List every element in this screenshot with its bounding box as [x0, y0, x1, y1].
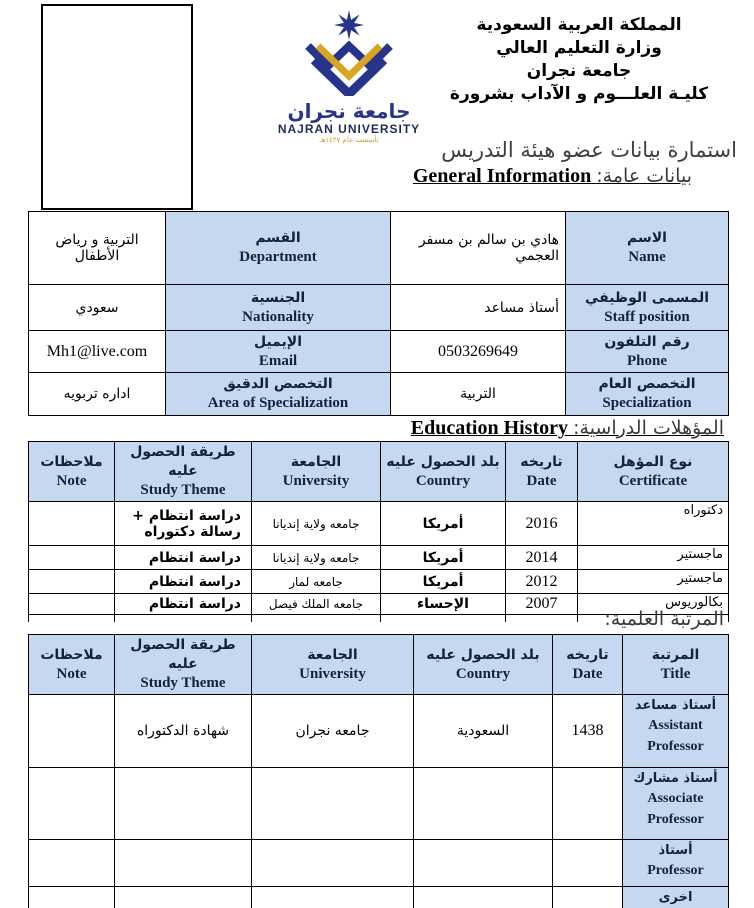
header-cell-note	[29, 635, 115, 695]
header-cell-certificate	[578, 442, 729, 502]
header-label-ar: المسمى الوظيفي	[584, 289, 710, 306]
cell-country: الإحساء	[381, 594, 506, 615]
header-cell-title	[623, 635, 729, 695]
cell-university: جامعه الملك فيصل	[252, 594, 381, 615]
general-info-heading-ar: بيانات عامة:	[596, 165, 692, 187]
header-label-en: Study Theme	[140, 482, 226, 498]
header-cell-area-of-specialization	[166, 373, 391, 416]
photo-placeholder-box	[41, 4, 193, 210]
value-staff-position: أستاذ مساعد	[391, 285, 566, 331]
academic-rank-heading	[604, 608, 724, 630]
cell-study-theme	[115, 768, 252, 840]
cell-country: أمريكا	[381, 570, 506, 594]
cell-note	[29, 695, 115, 768]
value-department: التربية و رياض الأطفال	[29, 212, 166, 285]
header-cell-study-theme	[115, 442, 252, 502]
header-label-en: Nationality	[242, 308, 314, 325]
header-label-en: Area of Specialization	[207, 395, 349, 411]
header-label-ar: رقم التلفون	[604, 333, 690, 350]
cell-date: 2016	[506, 502, 578, 546]
header-label-ar: نوع المؤهل	[613, 453, 693, 470]
header-label-ar: الجنسية	[250, 289, 306, 306]
cell-university: جامعه نجران	[252, 695, 414, 768]
header-label-ar: بلد الحصول عليه	[426, 646, 540, 663]
header-label-ar: الإيميل	[253, 333, 303, 350]
header-cell-staff-position	[566, 285, 729, 331]
header-label-en: Staff position	[604, 308, 690, 325]
cell-note	[29, 502, 115, 546]
header-cell-country	[381, 442, 506, 502]
cell-date: 1438	[553, 695, 623, 768]
header-cell-email	[166, 331, 391, 373]
header-cell-study-theme	[115, 635, 252, 695]
cell-study-theme: دراسة انتظام	[115, 546, 252, 570]
header-label-en: Country	[415, 472, 471, 489]
header-label-en: Note	[56, 665, 87, 682]
table-row	[29, 768, 729, 840]
cell-university	[252, 887, 414, 908]
header-label-en: University	[299, 665, 366, 682]
cell-note	[29, 546, 115, 570]
cell-note	[29, 570, 115, 594]
cell-university: جامعه لمار	[252, 570, 381, 594]
education-heading-ar: المؤهلات الدراسية:	[573, 417, 724, 439]
header-label-ar: بلد الحصول عليه	[386, 453, 500, 470]
rank-label-ar: اخرى	[658, 890, 693, 905]
table-row	[29, 887, 729, 908]
header-label-ar: ملاحظات	[40, 646, 103, 663]
table-header-row	[29, 442, 729, 502]
logo-english-name: NAJRAN UNIVERSITY	[277, 122, 421, 136]
header-cell-department	[166, 212, 391, 285]
cell-rank-title	[623, 695, 729, 768]
cell-rank-title	[623, 768, 729, 840]
cell-date: 2007	[506, 594, 578, 615]
cell-certificate: بكالوريوس	[578, 594, 729, 615]
academic-rank-table	[28, 634, 729, 908]
education-history-heading	[411, 417, 724, 440]
letterhead	[414, 14, 744, 106]
header-cell-note	[29, 442, 115, 502]
table-row	[29, 502, 729, 546]
university-logo	[268, 8, 430, 145]
cell-date: 2012	[506, 570, 578, 594]
cell-university: جامعه ولاية إنديانا	[252, 502, 381, 546]
logo-emblem-icon	[268, 8, 430, 96]
general-info-table	[28, 211, 729, 416]
cell-note	[29, 768, 115, 840]
rank-label-ar: أستاذ	[658, 843, 693, 858]
cell-date: 2014	[506, 546, 578, 570]
cell-country	[414, 768, 553, 840]
header-label-en: Specialization	[602, 395, 692, 411]
table-row	[29, 285, 729, 331]
header-cell-date	[553, 635, 623, 695]
rank-label-ar: أستاذ مشارك	[633, 771, 718, 786]
cell-note	[29, 840, 115, 887]
header-cell-name	[566, 212, 729, 285]
header-label-ar: القسم	[255, 230, 301, 246]
header-label-ar: ملاحظات	[40, 453, 103, 470]
rank-label-ar: أستاذ مساعد	[634, 698, 717, 713]
cell-university	[252, 840, 414, 887]
cell-study-theme: دراسة انتظام + رسالة دكتوراه	[115, 502, 252, 546]
cell-study-theme: دراسة انتظام	[115, 594, 252, 615]
cell-university	[252, 768, 414, 840]
header-cell-university	[252, 635, 414, 695]
cell-study-theme	[115, 887, 252, 908]
header-cell-specialization	[566, 373, 729, 416]
header-label-en: Study Theme	[140, 675, 226, 691]
value-area-of-specialization: اداره تربويه	[29, 373, 166, 416]
table-row	[29, 695, 729, 768]
header-label-ar: المرتبة	[651, 646, 700, 663]
cell-date	[553, 768, 623, 840]
cell-country	[414, 887, 553, 908]
cell-certificate: دكتوراه	[578, 502, 729, 546]
cell-note	[29, 594, 115, 615]
value-email: Mh1@live.com	[29, 331, 166, 373]
header-label-ar: الاسم	[627, 230, 667, 246]
letterhead-university: جامعة نجران	[526, 61, 632, 81]
table-row	[29, 546, 729, 570]
table-header-row	[29, 635, 729, 695]
cell-rank-title	[623, 887, 729, 908]
education-heading-en: Education History	[410, 417, 569, 439]
header-label-en: Name	[628, 249, 666, 265]
cell-study-theme: دراسة انتظام	[115, 570, 252, 594]
letterhead-college: كليـة العلـــوم و الآداب بشرورة	[449, 84, 709, 104]
header-label-ar: طريقة الحصول عليه	[130, 637, 236, 672]
logo-founded-text: تأسست عام ١٤٢٧هـ	[319, 136, 379, 144]
cell-rank-title	[623, 840, 729, 887]
header-cell-university	[252, 442, 381, 502]
logo-arabic-name: جامعة نجران	[287, 99, 411, 123]
header-cell-nationality	[166, 285, 391, 331]
cell-country	[414, 840, 553, 887]
table-row	[29, 331, 729, 373]
cell-study-theme	[115, 840, 252, 887]
form-title: استمارة بيانات عضو هيئة التدريس	[441, 138, 737, 162]
value-nationality: سعودي	[29, 285, 166, 331]
value-phone: 0503269649	[391, 331, 566, 373]
logo-star-icon	[334, 10, 364, 40]
education-history-table	[28, 441, 729, 622]
header-label-en: Department	[239, 249, 317, 265]
header-label-en: Title	[660, 665, 691, 682]
rank-label-en: Assistant Professor	[647, 718, 704, 754]
table-row	[29, 570, 729, 594]
cell-note	[29, 887, 115, 908]
header-label-en: Country	[455, 665, 511, 682]
header-label-en: Date	[526, 472, 557, 489]
header-cell-phone	[566, 331, 729, 373]
header-label-ar: الجامعة	[290, 453, 342, 470]
cell-study-theme: شهادة الدكتوراه	[115, 695, 252, 768]
header-label-en: Email	[258, 352, 298, 369]
header-label-en: Note	[56, 472, 87, 489]
rank-label-en: Professor	[647, 863, 704, 878]
header-label-ar: تاريخه	[520, 453, 563, 470]
cell-date	[553, 840, 623, 887]
rank-label-en: Associate Professor	[647, 791, 704, 827]
header-label-en: Certificate	[618, 472, 688, 489]
general-info-heading	[413, 165, 692, 188]
cell-university: جامعه ولاية إنديانا	[252, 546, 381, 570]
header-label-ar: تاريخه	[566, 646, 609, 663]
header-label-ar: طريقة الحصول عليه	[130, 444, 236, 479]
header-label-ar: التخصص العام	[598, 376, 696, 392]
header-cell-country	[414, 635, 553, 695]
header-label-en: Date	[572, 665, 603, 682]
value-name: هادي بن سالم بن مسفر العجمي	[391, 212, 566, 285]
header-label-en: University	[282, 472, 350, 489]
header-label-ar: الجامعة	[307, 646, 358, 663]
cell-certificate: ماجستير	[578, 570, 729, 594]
cell-country: أمريكا	[381, 546, 506, 570]
cell-date	[553, 887, 623, 908]
letterhead-ministry: وزارة التعليم العالي	[496, 38, 662, 58]
rank-heading-ar: المرتبة العلمية:	[604, 608, 724, 630]
header-label-en: Phone	[626, 352, 667, 369]
header-label-ar: التخصص الدقيق	[223, 376, 333, 392]
table-row	[29, 212, 729, 285]
cell-certificate: ماجستير	[578, 546, 729, 570]
header-cell-date	[506, 442, 578, 502]
general-info-heading-en: General Information	[412, 165, 592, 187]
letterhead-kingdom: المملكة العربية السعودية	[476, 15, 682, 35]
cell-country: أمريكا	[381, 502, 506, 546]
value-specialization: التربية	[391, 373, 566, 416]
cell-country: السعودية	[414, 695, 553, 768]
table-row	[29, 840, 729, 887]
table-row	[29, 373, 729, 416]
